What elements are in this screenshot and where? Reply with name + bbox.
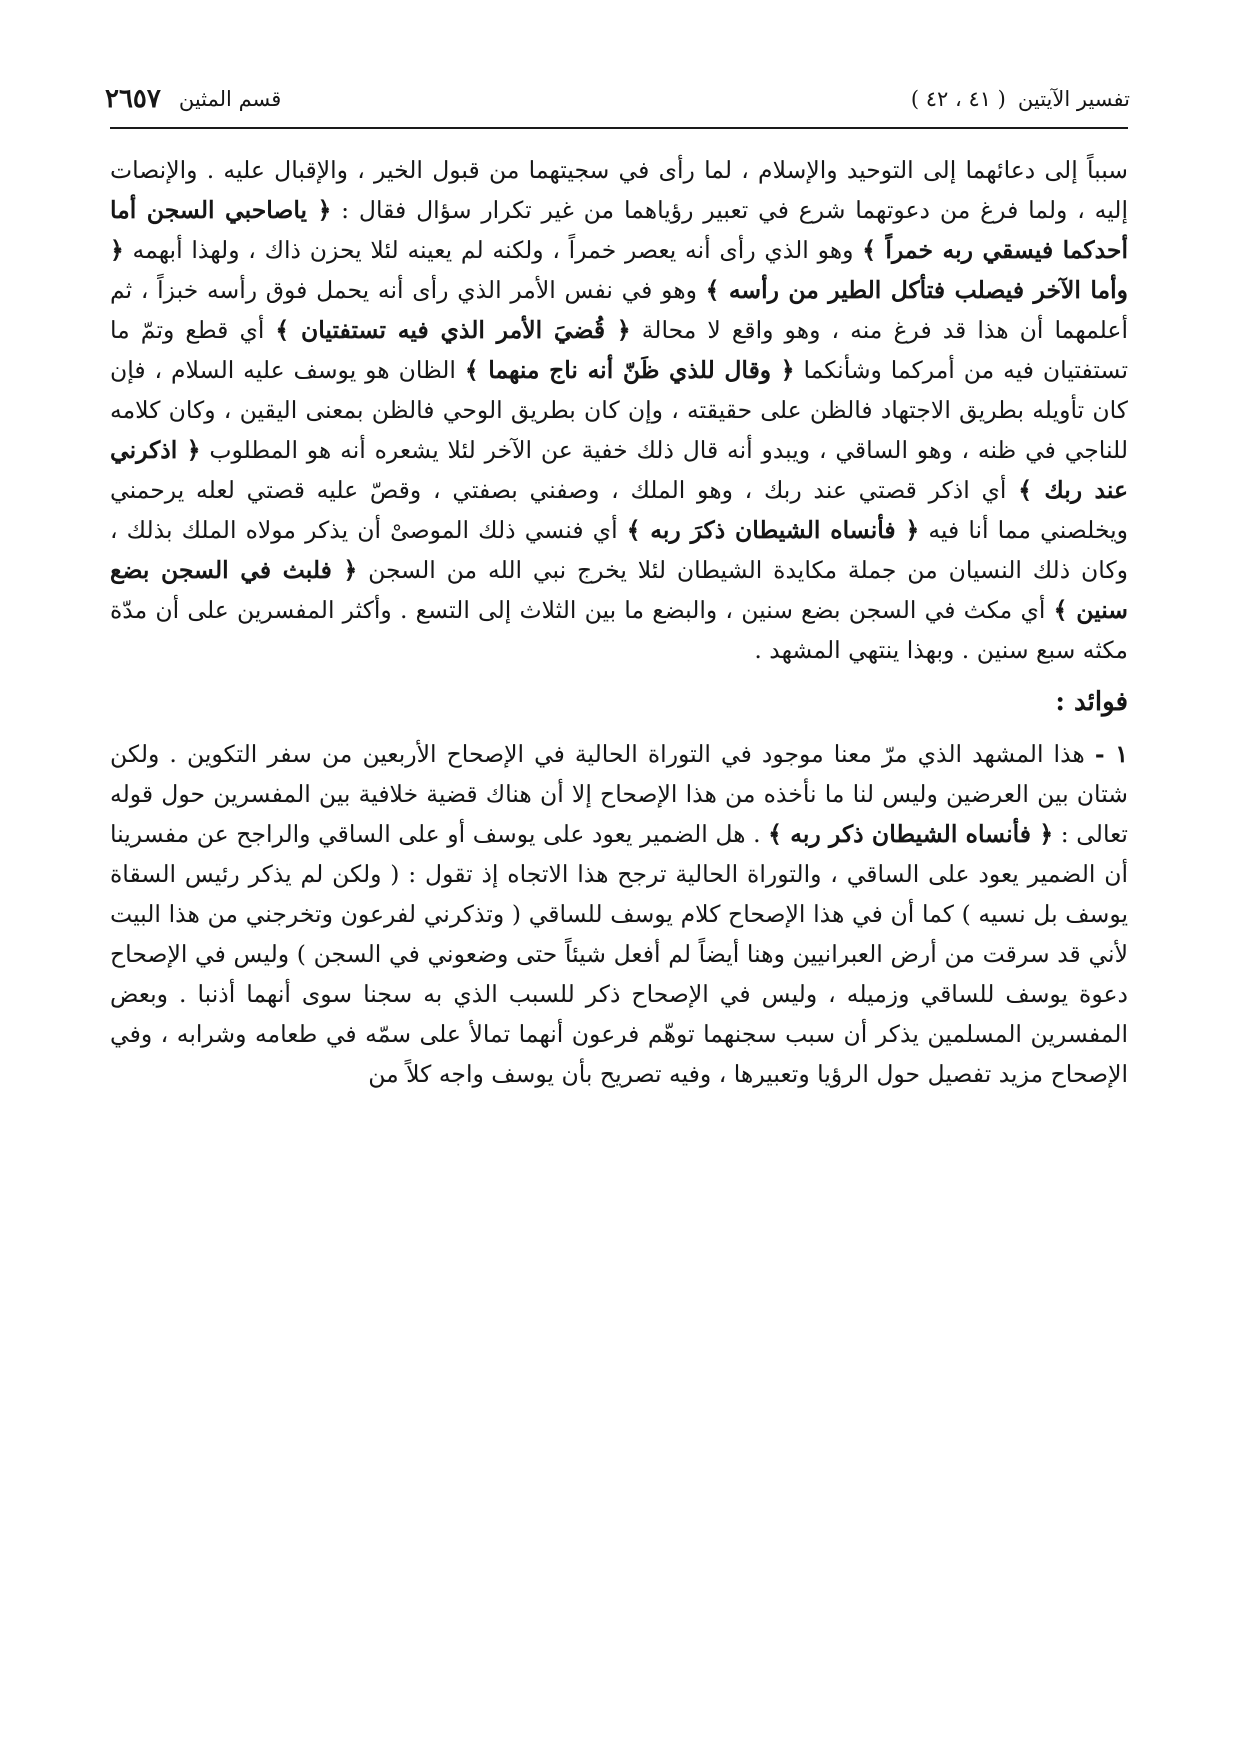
text-run: الظان هو يوسف عليه السلام ، فإن كان تأويله بطريق الاجتهاد فالظن على حقيقته ، وإن كان بطريق الوحي فالظن بمعنى اليقين ، وكان كلامه للناجي في ظنه ، وهو الساقي ، ويبدو أنه قال ذلك خفية عن الآخر لئلا يشعره أنه هو المطلوب [110, 356, 1129, 464]
quran-quote: ﴿ وأما الآخر فيصلب فتأكل الطير من رأسه ﴾ [110, 236, 1128, 304]
text-run: وهو الذي رأى أنه يعصر خمراً ، ولكنه لم يعينه لئلا يحزن ذاك ، ولهذا أبهمه [123, 236, 863, 264]
quran-quote: ﴿ وقال للذي ظَنّ أنه ناج منهما ﴾ [464, 356, 795, 384]
text-run: أي مكث في السجن بضع سنين ، والبضع ما بين الثلاث إلى التسع . وأكثر المفسرين على أن مدّة مكثه سبع سنين . وبهذا ينتهي المشهد . [110, 596, 1128, 664]
item-number: ١ - [1094, 740, 1128, 768]
header-page-info [105, 84, 281, 114]
quran-quote: ﴿ فلبث في السجن بضع سنين ﴾ [110, 556, 1128, 624]
quran-quote: ﴿ قُضيَ الأمر الذي فيه تستفتيان ﴾ [275, 316, 631, 344]
text-run: أي اذكر قصتي عند ربك ، وهو الملك ، وصفني بصفتي ، وقصّ عليه قصتي لعله يرحمني ويخلصني مما أنا فيه [110, 476, 1129, 544]
text-run: . هل الضمير يعود على يوسف أو على الساقي والراجح عن مفسرينا أن الضمير يعود على الساقي ، والتوراة الحالية ترجح هذا الاتجاه إذ تقول : ( ولكن لم يذكر رئيس السقاة يوسف بل نسيه ) كما أن في هذا الإصحاح كلام يوسف للساقي ( وتذكرني لفرعون وتخرجني من هذا البيت لأني قد سرقت من أرض العبرانيين وهنا أيضاً لم أفعل شيئاً حتى وضعوني في السجن ) وليس في الإصحاح دعوة يوسف للساقي وزميله ، وليس في الإصحاح ذكر للسبب الذي به سجنا سوى أنهما أذنبا . وبعض المفسرين المسلمين يذكر أن سبب سجنهما توهّم فرعون أنهما تمالأ على سمّه في طعامه وشرابه ، وفي الإصحاح مزيد تفصيل حول الرؤيا وتعبيرها ، وفيه تصريح بأن يوسف واجه كلاً من [110, 820, 1128, 1088]
paragraph-benefit-1 [110, 734, 1128, 1094]
quran-quote: ﴿ فأنساه الشيطان ذكرَ ربه ﴾ [626, 516, 920, 544]
page-header [105, 75, 1130, 123]
quran-quote: ﴿ فأنساه الشيطان ذكر ربه ﴾ [768, 820, 1054, 848]
section-title: فوائد : [1055, 687, 1128, 717]
page-body [110, 150, 1128, 1094]
header-title-group [911, 87, 1130, 111]
text-run: أي قطع وتمّ ما تستفتيان فيه من أمركما وشأنكما [110, 316, 1128, 384]
quran-quote: ﴿ اذكرني عند ربك ﴾ [110, 436, 1128, 504]
header-title: تفسير الآيتين [1017, 87, 1130, 111]
header-rule [110, 127, 1128, 129]
header-section: قسم المثين [178, 87, 282, 111]
header-verses: ( ٤١ ، ٤٢ ) [910, 87, 1006, 111]
text-run: أي فنسي ذلك الموصىْ أن يذكر مولاه الملك بذلك ، وكان ذلك النسيان من جملة مكايدة الشيطان لئلا يخرج نبي الله من السجن [110, 516, 1128, 584]
text-run: وهو في نفس الأمر الذي رأى أنه يحمل فوق رأسه خبزاً ، ثم أعلمهما أن هذا قد فرغ منه ، وهو واقع لا محالة [110, 276, 1128, 344]
page-number: ٢٦٥٧ [105, 84, 161, 114]
text-run: هذا المشهد الذي مرّ معنا موجود في التوراة الحالية في الإصحاح الأربعين من سفر التكوين . ولكن شتان بين العرضين وليس لنا ما نأخذه من هذا الإصحاح إلا أن هناك قضية خلافية بين المفسرين حول قوله تعالى : [110, 740, 1128, 848]
paragraph-commentary [110, 150, 1128, 670]
quran-quote: ﴿ ياصاحبي السجن أما أحدكما فيسقي ربه خمراً ﴾ [110, 196, 1128, 264]
text-run: سبباً إلى دعائهما إلى التوحيد والإسلام ، لما رأى في سجيتهما من قبول الخير ، والإقبال عليه . والإنصات إليه ، ولما فرغ من دعوتهما شرع في تعبير رؤياهما من غير تكرار سؤال فقال : [110, 156, 1128, 224]
